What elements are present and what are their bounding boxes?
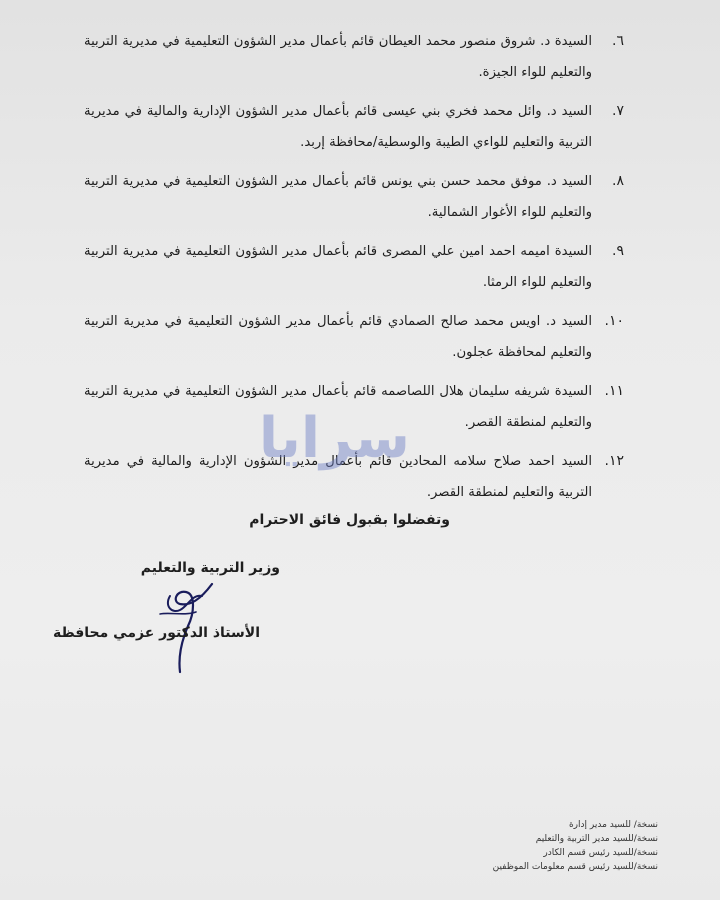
watermark-text: سرايا <box>258 406 410 471</box>
signatory-name: الأستاذ الدكتور عزمي محافظة <box>52 625 260 641</box>
item-number: ١٢. <box>604 453 624 469</box>
copy-line: نسخة/للسيد رئيس قسم الكادر <box>543 848 658 858</box>
list-item <box>84 96 624 158</box>
list-item <box>84 26 624 88</box>
item-number: ٦. <box>612 33 624 49</box>
item-text: السيدة د. شروق منصور محمد العيطان قائم بأعمال مدير الشؤون التعليمية في مديرية التربية والتعليم للواء الجيزة. <box>84 34 592 80</box>
item-text: السيدة اميمه احمد امين علي المصرى قائم بأعمال مدير الشؤون التعليمية في مديرية التربية والتعليم للواء الرمثا. <box>84 244 592 290</box>
item-number: ٩. <box>612 243 624 259</box>
copy-line: نسخة/للسيد مدير التربية والتعليم <box>535 834 658 844</box>
copy-line: نسخة/ للسيد مدير إدارة <box>568 820 658 830</box>
item-text: السيد د. موفق محمد حسن بني يونس قائم بأعمال مدير الشؤون التعليمية في مديرية التربية والتعليم للواء الأغوار الشمالية. <box>84 174 592 220</box>
signatory-title: وزير التربية والتعليم <box>140 560 280 576</box>
item-number: ٧. <box>612 103 624 119</box>
list-item <box>84 236 624 298</box>
item-text: السيد احمد صلاح سلامه المحادين قائم بأعمال مدير الشؤون الإدارية والمالية في مديرية التربية والتعليم لمنطقة القصر. <box>84 454 592 500</box>
copies-list <box>493 818 658 874</box>
item-text: السيدة شريفه سليمان هلال اللصاصمه قائم بأعمال مدير الشؤون التعليمية في مديرية التربية والتعليم لمنطقة القصر. <box>84 384 592 430</box>
item-number: ١٠. <box>604 313 624 329</box>
closing-line: وتفضلوا بقبول فائق الاحترام <box>249 512 450 528</box>
copy-line: نسخة/للسيد رئيس قسم معلومات الموظفين <box>492 862 658 872</box>
item-number: ٨. <box>612 173 624 189</box>
list-item <box>84 166 624 228</box>
list-item <box>84 306 624 368</box>
item-text: السيد د. اويس محمد صالح الصمادي قائم بأعمال مدير الشؤون التعليمية في مديرية التربية والتعليم لمحافظة عجلون. <box>84 314 592 360</box>
watermark-logo <box>260 395 410 485</box>
item-text: السيد د. وائل محمد فخري بني عيسى قائم بأعمال مدير الشؤون الإدارية والمالية في مديرية التربية والتعليم للواءي الطيبة والوسطية/محافظة إربد. <box>84 104 592 150</box>
item-number: ١١. <box>604 383 624 399</box>
